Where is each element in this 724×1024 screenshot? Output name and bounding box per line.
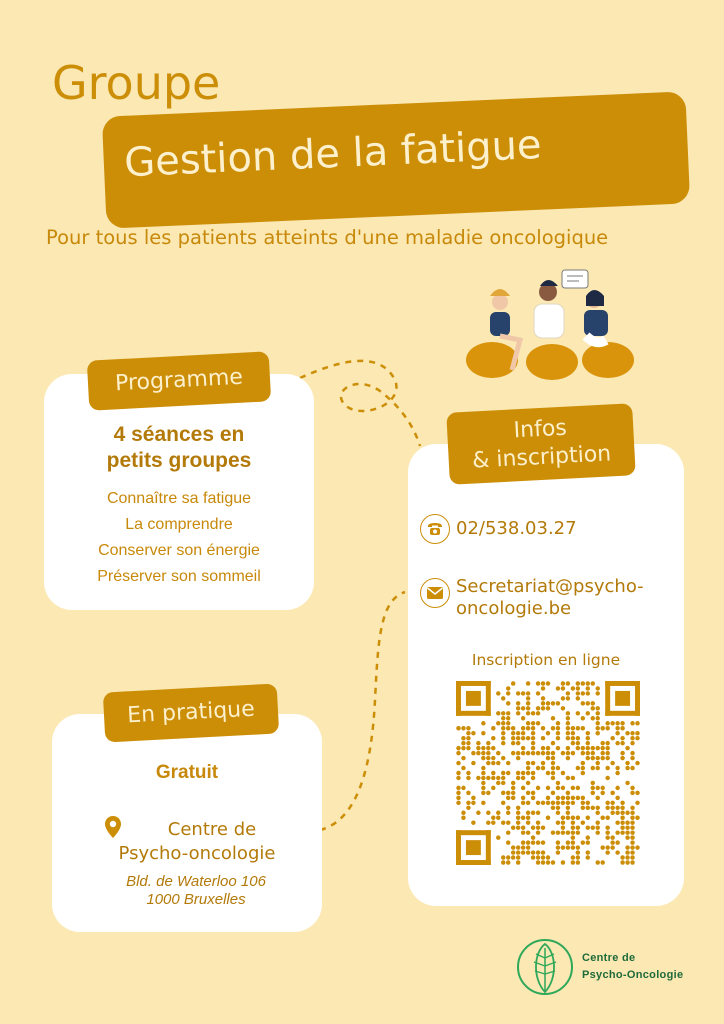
list-item: Préserver son sommeil <box>97 568 261 585</box>
infos-tag <box>446 403 636 485</box>
location-line2: Psycho-oncologie <box>118 843 276 864</box>
programme-heading-line1: 4 séances en <box>113 423 245 446</box>
online-registration-label: Inscription en ligne <box>471 651 621 669</box>
mail-icon <box>420 578 450 608</box>
list-item: Connaître sa fatigue <box>106 490 252 507</box>
qr-code[interactable] <box>456 681 640 865</box>
address-line2: 1000 Bruxelles <box>146 891 246 908</box>
programme-tag: Programme <box>87 351 271 410</box>
infos-tag-line1: Infos <box>513 415 568 444</box>
pre-title: Groupe <box>52 56 221 110</box>
page-title: Gestion de la fatigue <box>123 122 543 187</box>
email-address[interactable] <box>456 576 676 620</box>
programme-heading-line2: petits groupes <box>106 449 252 472</box>
logo-text <box>582 950 683 984</box>
programme-list <box>44 486 314 590</box>
list-item: Conserver son énergie <box>98 542 260 559</box>
list-item: La comprendre <box>125 516 233 533</box>
phone-icon <box>420 514 450 544</box>
address <box>96 873 296 909</box>
location-line1: Centre de <box>167 819 257 840</box>
logo-line1: Centre de <box>582 952 636 964</box>
pratique-tag: En pratique <box>103 683 279 742</box>
group-conversation-illustration <box>460 262 650 382</box>
address-line1: Bld. de Waterloo 106 <box>126 873 266 890</box>
infos-tag-line2: & inscription <box>471 441 612 474</box>
phone-number[interactable]: 02/538.03.27 <box>456 518 577 539</box>
price-label: Gratuit <box>155 762 219 783</box>
location-name <box>92 818 302 866</box>
logo-line2: Psycho-Oncologie <box>582 969 684 981</box>
email-line1: Secretariat@psycho- <box>456 576 644 597</box>
subtitle: Pour tous les patients atteints d'une maladie oncologique <box>46 226 609 249</box>
email-line2: oncologie.be <box>456 598 572 619</box>
programme-heading <box>44 422 314 474</box>
leaf-logo-icon <box>516 938 574 996</box>
